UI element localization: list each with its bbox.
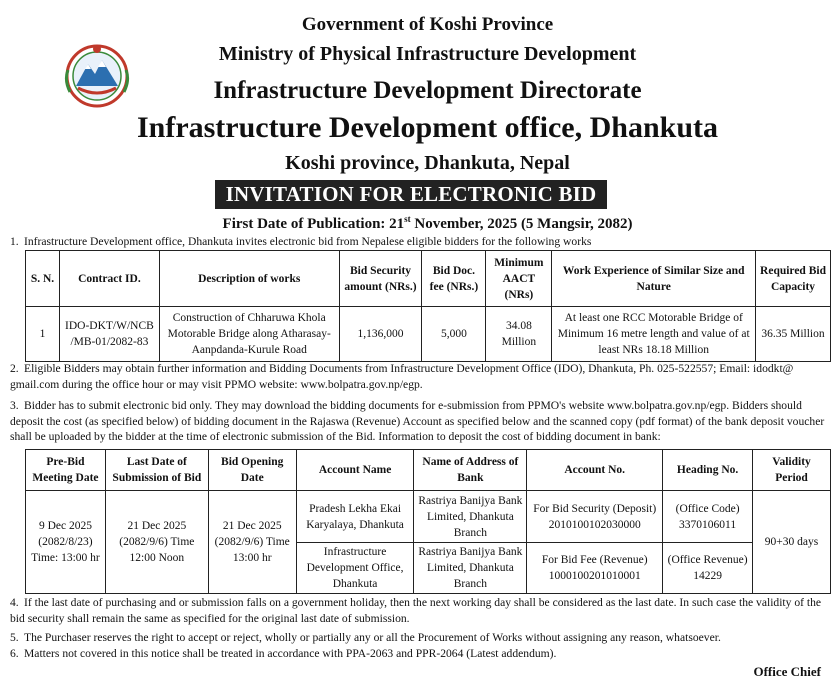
col-account-no: Account No. bbox=[527, 450, 663, 491]
works-table bbox=[25, 250, 831, 362]
header-line-directorate: Infrastructure Development Directorate bbox=[213, 77, 642, 104]
col-opening-date: Bid Opening Date bbox=[208, 450, 296, 491]
notice-title-banner: INVITATION FOR ELECTRONIC BID bbox=[215, 180, 607, 209]
paragraph-3: 3. Bidder has to submit electronic bid only. They may download the bidding documents for e-submission from PPMO's website www.bolpatra.gov.np/egp. Bidders should deposit the cost (as specified below) of bidding document in the Rajaswa (Revenue) Account as specified below and the scanned copy (pdf format) of the bank deposit voucher shall be uploaded by the bidder at the time of electronic submission of the Bid. Information to deposit the cost of bidding document in bank: bbox=[10, 399, 825, 443]
col-experience: Work Experience of Similar Size and Nature bbox=[552, 251, 756, 307]
header-line-ministry: Ministry of Physical Infrastructure Development bbox=[218, 43, 637, 65]
deposit-table-header bbox=[26, 450, 831, 491]
cell-account-name: Pradesh Lekha Ekai Karyalaya, Dhankuta bbox=[296, 491, 414, 543]
cell-heading-no: (Office Revenue) 14229 bbox=[663, 543, 753, 594]
col-bank: Name of Address of Bank bbox=[414, 450, 527, 491]
cell-description: Construction of Chharuwa Khola Motorable Bridge along Atharasay-Aanpdanda-Kurule Road bbox=[159, 307, 339, 362]
col-prebid: Pre-Bid Meeting Date bbox=[26, 450, 106, 491]
cell-account-name: Infrastructure Development Office, Dhankuta bbox=[296, 543, 414, 594]
paragraph-5: 5. The Purchaser reserves the right to accept or reject, wholly or partially any or all the Procurement of Works without assigning any reason, whatsoever. bbox=[10, 631, 721, 644]
cell-bank: Rastriya Banijya Bank Limited, Dhankuta Branch bbox=[414, 491, 527, 543]
col-contract-id: Contract ID. bbox=[59, 251, 159, 307]
col-validity: Validity Period bbox=[753, 450, 831, 491]
cell-bank: Rastriya Banijya Bank Limited, Dhankuta Branch bbox=[414, 543, 527, 594]
header-line-address: Koshi province, Dhankuta, Nepal bbox=[285, 152, 570, 174]
paragraph-2: 2. Eligible Bidders may obtain further information and Bidding Documents from Infrastructure Development Office (IDO), Dhankuta, Ph. 025-522557; Email: idodkt@ gmail.com during the office hour or may visit PPMO website: www.bolpatra.gov.np/egp. bbox=[10, 362, 794, 391]
col-heading-no: Heading No. bbox=[663, 450, 753, 491]
cell-account-no: For Bid Fee (Revenue) 1000100201010001 bbox=[527, 543, 663, 594]
header-line-government: Government of Koshi Province bbox=[301, 14, 554, 35]
table-row bbox=[26, 307, 831, 362]
cell-contract-id: IDO-DKT/W/NCB /MB-01/2082-83 bbox=[59, 307, 159, 362]
col-last-date: Last Date of Submission of Bid bbox=[105, 450, 208, 491]
works-table-header bbox=[26, 251, 831, 307]
cell-capacity: 36.35 Million bbox=[756, 307, 831, 362]
header-line-office: Infrastructure Development office, Dhankuta bbox=[136, 111, 719, 144]
cell-last-date: 21 Dec 2025 (2082/9/6) Time 12:00 Noon bbox=[105, 491, 208, 594]
cell-experience: At least one RCC Motorable Bridge of Minimum 16 metre length and value of at least NRs 18.18 Million bbox=[552, 307, 756, 362]
paragraph-1: 1. Infrastructure Development office, Dhankuta invites electronic bid from Nepalese eligible bidders for the following works bbox=[10, 235, 592, 248]
cell-doc-fee: 5,000 bbox=[422, 307, 486, 362]
deposit-table bbox=[25, 449, 831, 594]
col-account-name: Account Name bbox=[296, 450, 414, 491]
cell-sn: 1 bbox=[26, 307, 60, 362]
table-row bbox=[26, 491, 831, 543]
col-bid-security: Bid Security amount (NRs.) bbox=[339, 251, 422, 307]
cell-heading-no: (Office Code) 3370106011 bbox=[663, 491, 753, 543]
paragraph-6: 6. Matters not covered in this notice shall be treated in accordance with PPA-2063 and PPR-2064 (Latest addendum). bbox=[10, 647, 557, 660]
cell-prebid: 9 Dec 2025 (2082/8/23) Time: 13:00 hr bbox=[26, 491, 106, 594]
signature-office-chief: Office Chief bbox=[753, 664, 821, 679]
col-doc-fee: Bid Doc. fee (NRs.) bbox=[422, 251, 486, 307]
publication-date: First Date of Publication: 21st November, 2025 (5 Mangsir, 2082) bbox=[222, 214, 633, 232]
cell-aact: 34.08 Million bbox=[486, 307, 552, 362]
col-aact: Minimum AACT (NRs) bbox=[486, 251, 552, 307]
cell-bid-security: 1,136,000 bbox=[339, 307, 422, 362]
cell-account-no: For Bid Security (Deposit) 2010100102030000 bbox=[527, 491, 663, 543]
cell-opening-date: 21 Dec 2025 (2082/9/6) Time 13:00 hr bbox=[208, 491, 296, 594]
col-sn: S. N. bbox=[26, 251, 60, 307]
paragraph-4: 4. If the last date of purchasing and or submission falls on a government holiday, then the next working day shall be considered as the last date. In such case the validity of the bid security shall remain the same as specified for the original last date of submission. bbox=[10, 596, 822, 625]
cell-validity: 90+30 days bbox=[753, 491, 831, 594]
col-description: Description of works bbox=[159, 251, 339, 307]
col-capacity: Required Bid Capacity bbox=[756, 251, 831, 307]
